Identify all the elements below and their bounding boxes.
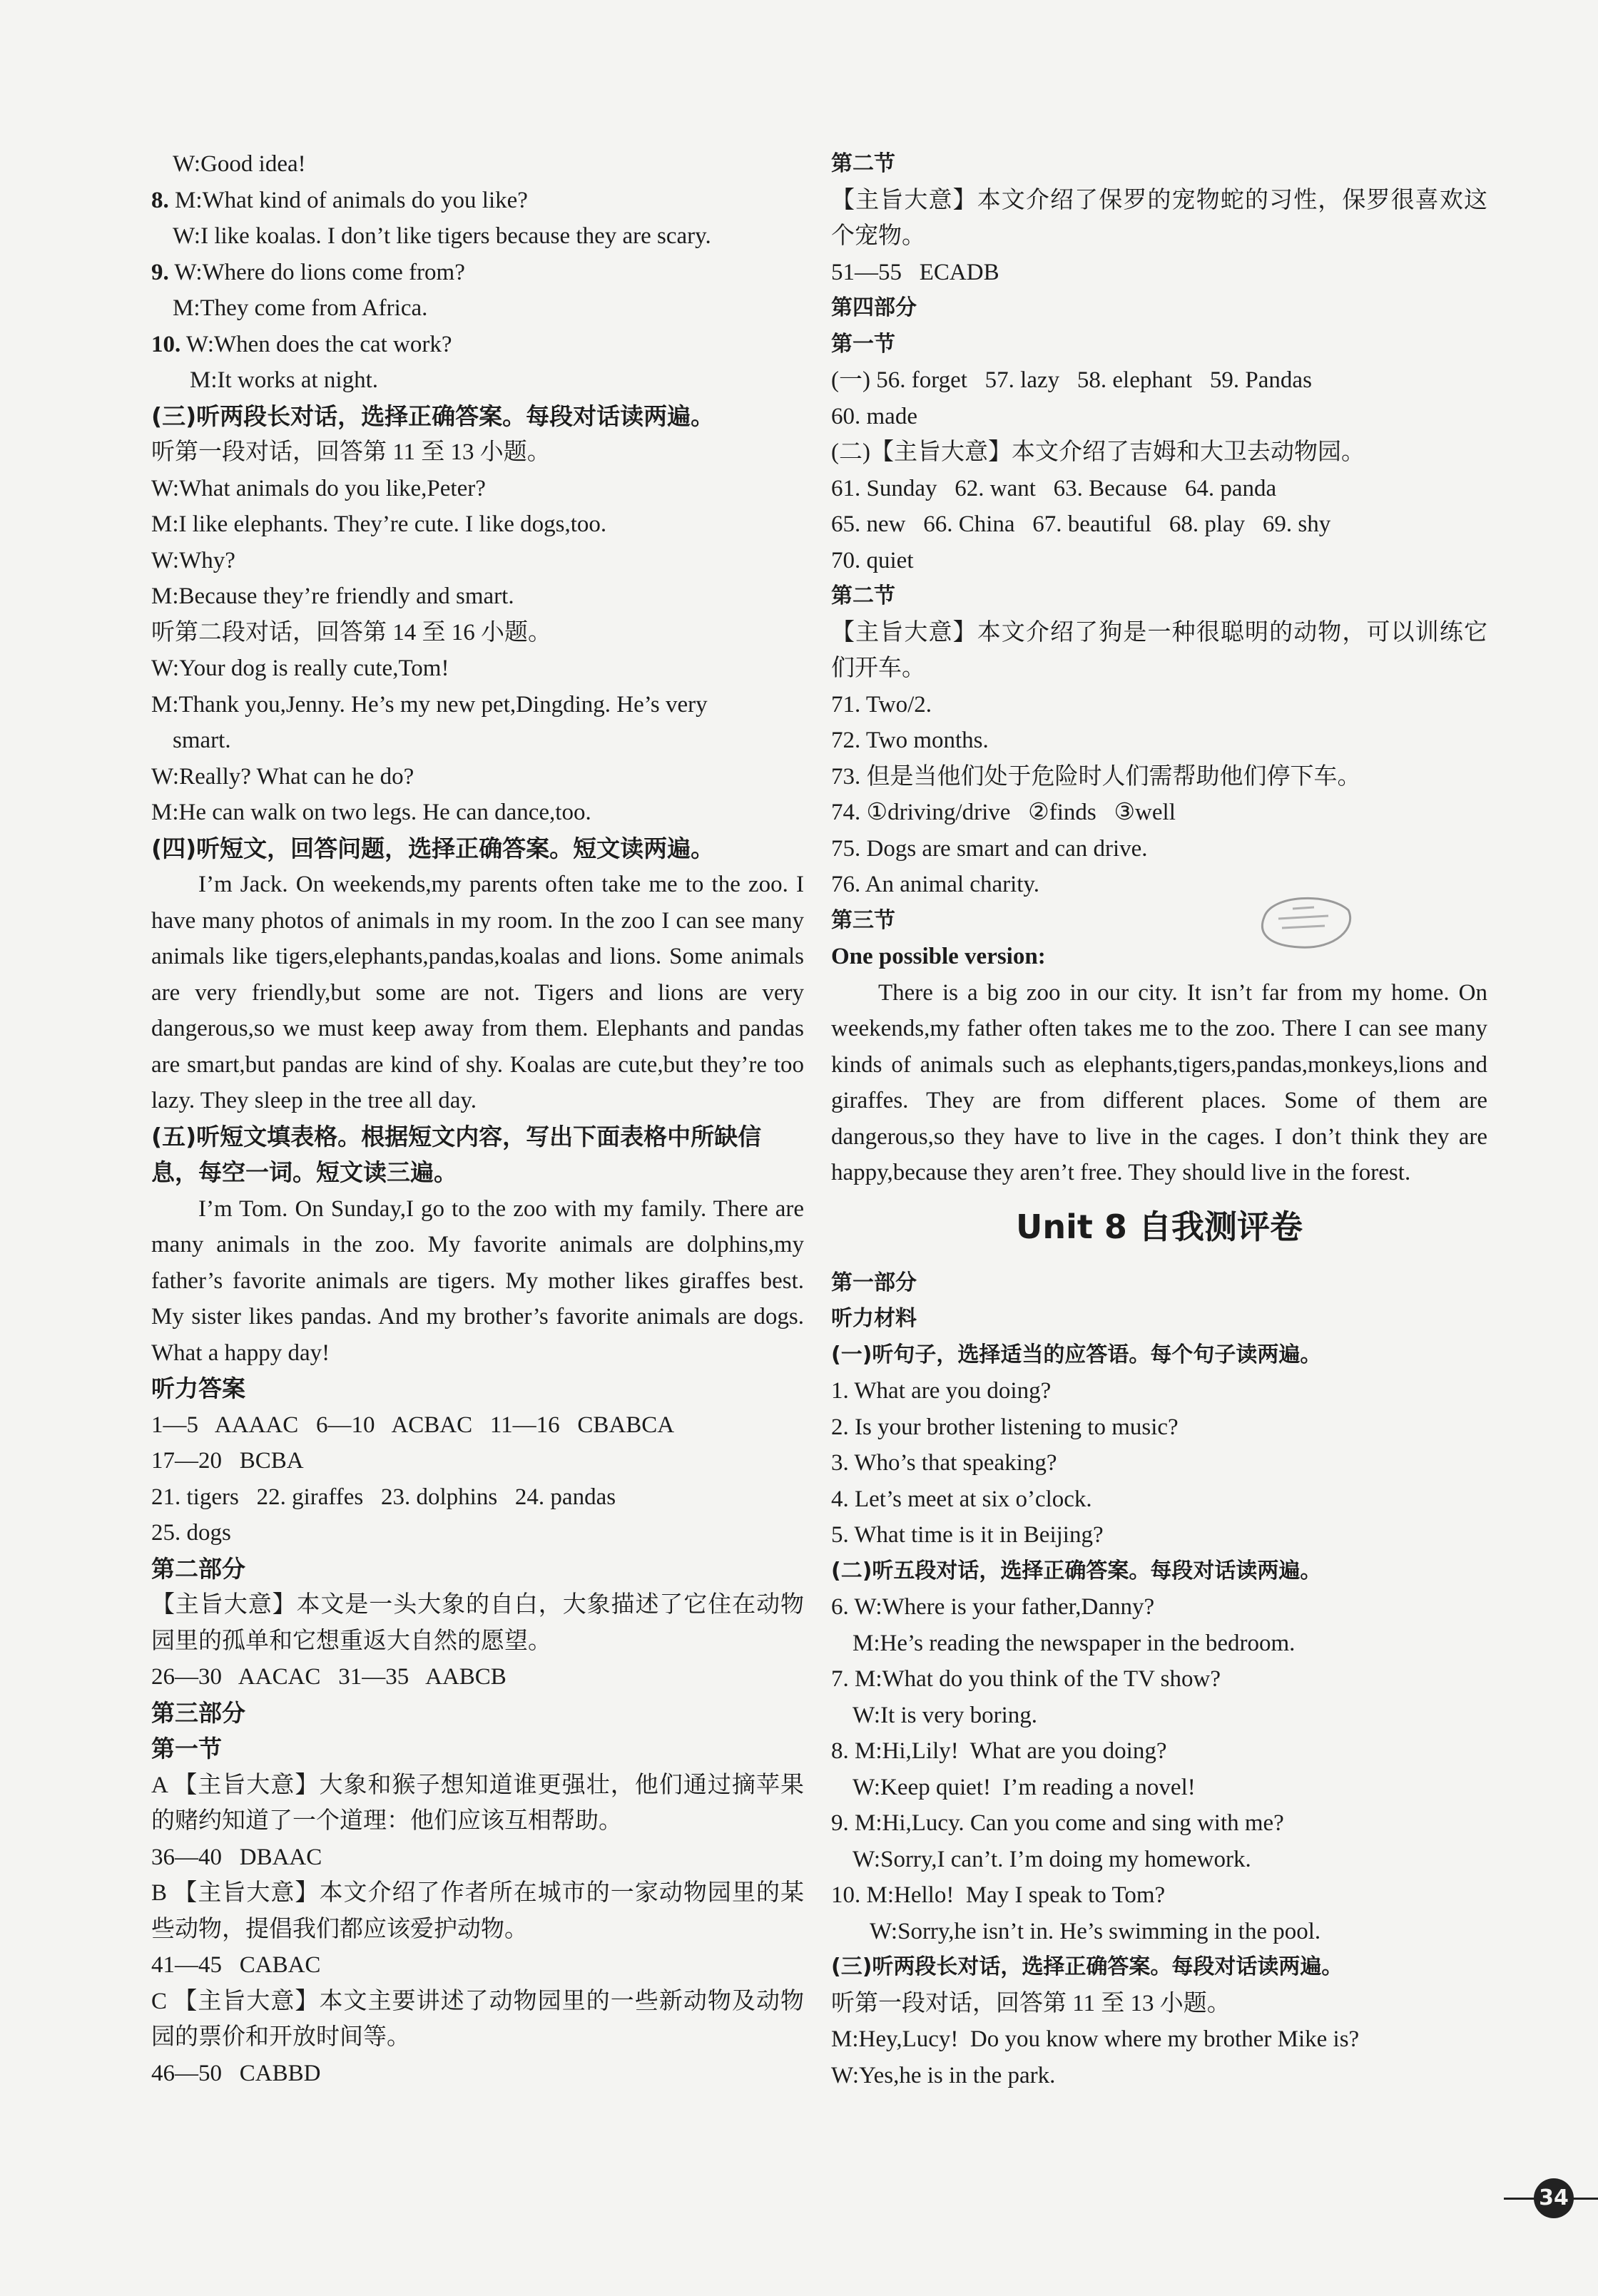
left-line: W:Good idea! <box>173 151 306 177</box>
left-line: (四)听短文，回答问题，选择正确答案。短文读两遍。 <box>151 834 715 862</box>
left-line: 【主旨大意】本文是一头大象的自白，大象描述了它住在动物园里的孤单和它想重返大自然的愿望。 <box>151 1592 804 1654</box>
left-line: 1—5 AAAAC 6—10 ACBAC 11—16 CBABCA <box>151 1412 675 1438</box>
right_bottom-line: M:He’s reading the newspaper in the bedroom. <box>853 1630 1296 1656</box>
left-line: M:Thank you,Jenny. He’s my new pet,Dingding. He’s very <box>151 691 708 718</box>
right_bottom-line: 10. M:Hello! May I speak to Tom? <box>831 1882 1166 1908</box>
right_bottom-line: W:It is very boring. <box>853 1702 1038 1728</box>
right_top-line: 51—55 ECADB <box>831 259 999 285</box>
left-line: 听第二段对话，回答第 14 至 16 小题。 <box>151 619 551 646</box>
right-top-section <box>831 146 1494 1191</box>
right_top-line: 70. quiet <box>831 547 914 573</box>
right_top-line: 65. new 66. China 67. beautiful 68. play 69. shy <box>831 511 1331 537</box>
left-line: 41—45 CABAC <box>151 1952 321 1978</box>
right_top-line: 第二节 <box>831 151 895 176</box>
right_bottom-line: W:Yes,he is in the park. <box>831 2062 1056 2088</box>
right_bottom-line: 听第一段对话，回答第 11 至 13 小题。 <box>831 1990 1231 2016</box>
right_top-line: There is a big zoo in our city. It isn’t far from my home. On weekends,my father often takes me to the zoo. There I can see many kinds of animals such as elephants,tigers,pandas,monkeys,lions and giraffes. They are from different places. Some of them are dangerous,so they have to live in the cages. I don’t think they are happy,because they aren’t free. They should live in the forest. <box>831 979 1494 1185</box>
right_top-line: 第四部分 <box>831 295 917 320</box>
left-line: 46—50 CABBD <box>151 2060 321 2086</box>
right_top-line: 第一节 <box>831 331 895 357</box>
right_bottom-line: (二)听五段对话，选择正确答案。每段对话读两遍。 <box>831 1558 1322 1583</box>
right_top-line: 75. Dogs are smart and can drive. <box>831 835 1148 862</box>
left-line: W:I like koalas. I don’t like tigers because they are scary. <box>173 223 711 249</box>
left-line <box>151 255 804 291</box>
right_bottom-line: 6. W:Where is your father,Danny? <box>831 1594 1155 1620</box>
right_bottom-line: W:Sorry,he isn’t in. He’s swimming in the pool. <box>870 1918 1321 1944</box>
right_bottom-line: W:Sorry,I can’t. I’m doing my homework. <box>853 1846 1251 1872</box>
left-line: 第二部分 <box>151 1554 245 1583</box>
left-line: W:Why? <box>151 547 235 573</box>
right_top-line: 【主旨大意】本文介绍了狗是一种很聪明的动物，可以训练它们开车。 <box>831 619 1487 681</box>
item-number: 9. <box>151 259 169 285</box>
left-line: I’m Tom. On Sunday,I go to the zoo with my family. There are many animals in the zoo. My favorite animals are dolphins,my father’s favorite animals are tigers. My mother likes giraffes best. My sister likes pandas. And my brother’s favorite animals are dogs. What a happy day! <box>151 1195 810 1366</box>
left-line: 36—40 DBAAC <box>151 1844 322 1870</box>
right_top-line: 第二节 <box>831 583 895 608</box>
right_bottom-line: 8. M:Hi,Lily! What are you doing? <box>831 1738 1167 1764</box>
right-column <box>831 146 1494 2093</box>
left-line: 26—30 AACAC 31—35 AABCB <box>151 1664 507 1690</box>
right_bottom-line: (三)听两段长对话，选择正确答案。每段对话读两遍。 <box>831 1954 1343 1979</box>
left-line: C 【主旨大意】本文主要讲述了动物园里的一些新动物及动物园的票价和开放时间等。 <box>151 1988 804 2050</box>
left-line: W:What animals do you like,Peter? <box>151 475 486 501</box>
right_top-line: 72. Two months. <box>831 728 989 753</box>
left-line: W:Really? What can he do? <box>151 763 414 790</box>
left-line: A 【主旨大意】大象和猴子想知道谁更强壮，他们通过摘苹果的赌约知道了一个道理：他们应该互相帮助。 <box>151 1772 804 1834</box>
right_bottom-line: (一)听句子，选择适当的应答语。每个句子读两遍。 <box>831 1342 1322 1367</box>
right_bottom-line: M:Hey,Lucy! Do you know where my brother Mike is? <box>831 2026 1360 2052</box>
right_top-line: 76. An animal charity. <box>831 872 1040 897</box>
right_bottom-line: 听力材料 <box>831 1306 917 1331</box>
right_top-line: 第三节 <box>831 907 895 933</box>
left-line: M:I like elephants. They’re cute. I like dogs,too. <box>151 511 607 537</box>
left-line: M:They come from Africa. <box>173 295 428 321</box>
item-text: M:What kind of animals do you like? <box>168 187 528 213</box>
right_top-line: 74. ①driving/drive ②finds ③well <box>831 800 1176 825</box>
left-line: 21. tigers 22. giraffes 23. dolphins 24. pandas <box>151 1484 616 1510</box>
left-line: 听第一段对话，回答第 11 至 13 小题。 <box>151 439 551 465</box>
right_bottom-line: 5. What time is it in Beijing? <box>831 1522 1104 1548</box>
left-line <box>151 183 804 219</box>
item-number: 8. <box>151 187 169 213</box>
left-line: (五)听短文填表格。根据短文内容，写出下面表格中所缺信息，每空一词。短文读三遍。 <box>151 1122 762 1186</box>
left-line: M:Because they’re friendly and smart. <box>151 583 514 609</box>
right_top-line: 71. Two/2. <box>831 691 932 718</box>
left-line: I’m Jack. On weekends,my parents often take me to the zoo. I have many photos of animals in my room. In the zoo I can see many animals like tigers,elephants,pandas,koalas and lions. Some animals are very friendly,but some are not. Tigers and lions are very dangerous,so we must keep away from them. Elephants and pandas are smart,but pandas are kind of shy. Koalas are cute,but they’re too lazy. They sleep in the tree all day. <box>151 872 810 1113</box>
right_top-line: 73. 但是当他们处于危险时人们需帮助他们停下车。 <box>831 763 1361 790</box>
item-number: 10. <box>151 331 181 357</box>
item-text: W:Where do lions come from? <box>168 259 465 285</box>
page-number-badge <box>1504 2175 1598 2221</box>
left-line: M:It works at night. <box>190 367 378 393</box>
right_top-line: (一) 56. forget 57. lazy 58. elephant 59. Pandas <box>831 367 1312 393</box>
right_bottom-line: 7. M:What do you think of the TV show? <box>831 1666 1221 1692</box>
right_bottom-line: 4. Let’s meet at six o’clock. <box>831 1486 1092 1512</box>
left-line: (三)听两段长对话，选择正确答案。每段对话读两遍。 <box>151 402 715 430</box>
left-line <box>151 327 804 363</box>
left-line: 听力答案 <box>151 1374 245 1402</box>
left-line: M:He can walk on two legs. He can dance,too. <box>151 800 591 825</box>
right_top-line: One possible version: <box>831 944 1046 969</box>
left-line: smart. <box>173 728 231 753</box>
left-line: 25. dogs <box>151 1520 231 1546</box>
right_bottom-line: 2. Is your brother listening to music? <box>831 1414 1179 1440</box>
right_bottom-line: 1. What are you doing? <box>831 1378 1052 1404</box>
right_bottom-line: W:Keep quiet! I’m reading a novel! <box>853 1774 1196 1800</box>
right_bottom-line: 第一部分 <box>831 1270 917 1295</box>
left-line: 17—20 BCBA <box>151 1448 304 1474</box>
right_top-line: 60. made <box>831 403 917 429</box>
left-line: W:Your dog is really cute,Tom! <box>151 655 449 681</box>
right_bottom-line: 3. Who’s that speaking? <box>831 1450 1057 1476</box>
left-line: 第三部分 <box>151 1698 245 1727</box>
left-column <box>151 146 810 2091</box>
right_top-line: (二)【主旨大意】本文介绍了吉姆和大卫去动物园。 <box>831 439 1365 465</box>
item-text: W:When does the cat work? <box>180 331 452 357</box>
right-bottom-section <box>831 1265 1487 2094</box>
right_top-line: 【主旨大意】本文介绍了保罗的宠物蛇的习性，保罗很喜欢这个宠物。 <box>831 187 1487 249</box>
right_bottom-line: 9. M:Hi,Lucy. Can you come and sing with me? <box>831 1810 1284 1836</box>
left-line: 第一节 <box>151 1735 222 1762</box>
seal-stamp-icon <box>1250 889 1357 953</box>
left-line: B 【主旨大意】本文介绍了作者所在城市的一家动物园里的某些动物，提倡我们都应该爱护动物。 <box>151 1880 804 1942</box>
page-number: 34 <box>1534 2178 1574 2218</box>
unit-title: Unit 8 自我测评卷 <box>1016 1207 1303 1246</box>
right_top-line: 61. Sunday 62. want 63. Because 64. panda <box>831 475 1277 501</box>
